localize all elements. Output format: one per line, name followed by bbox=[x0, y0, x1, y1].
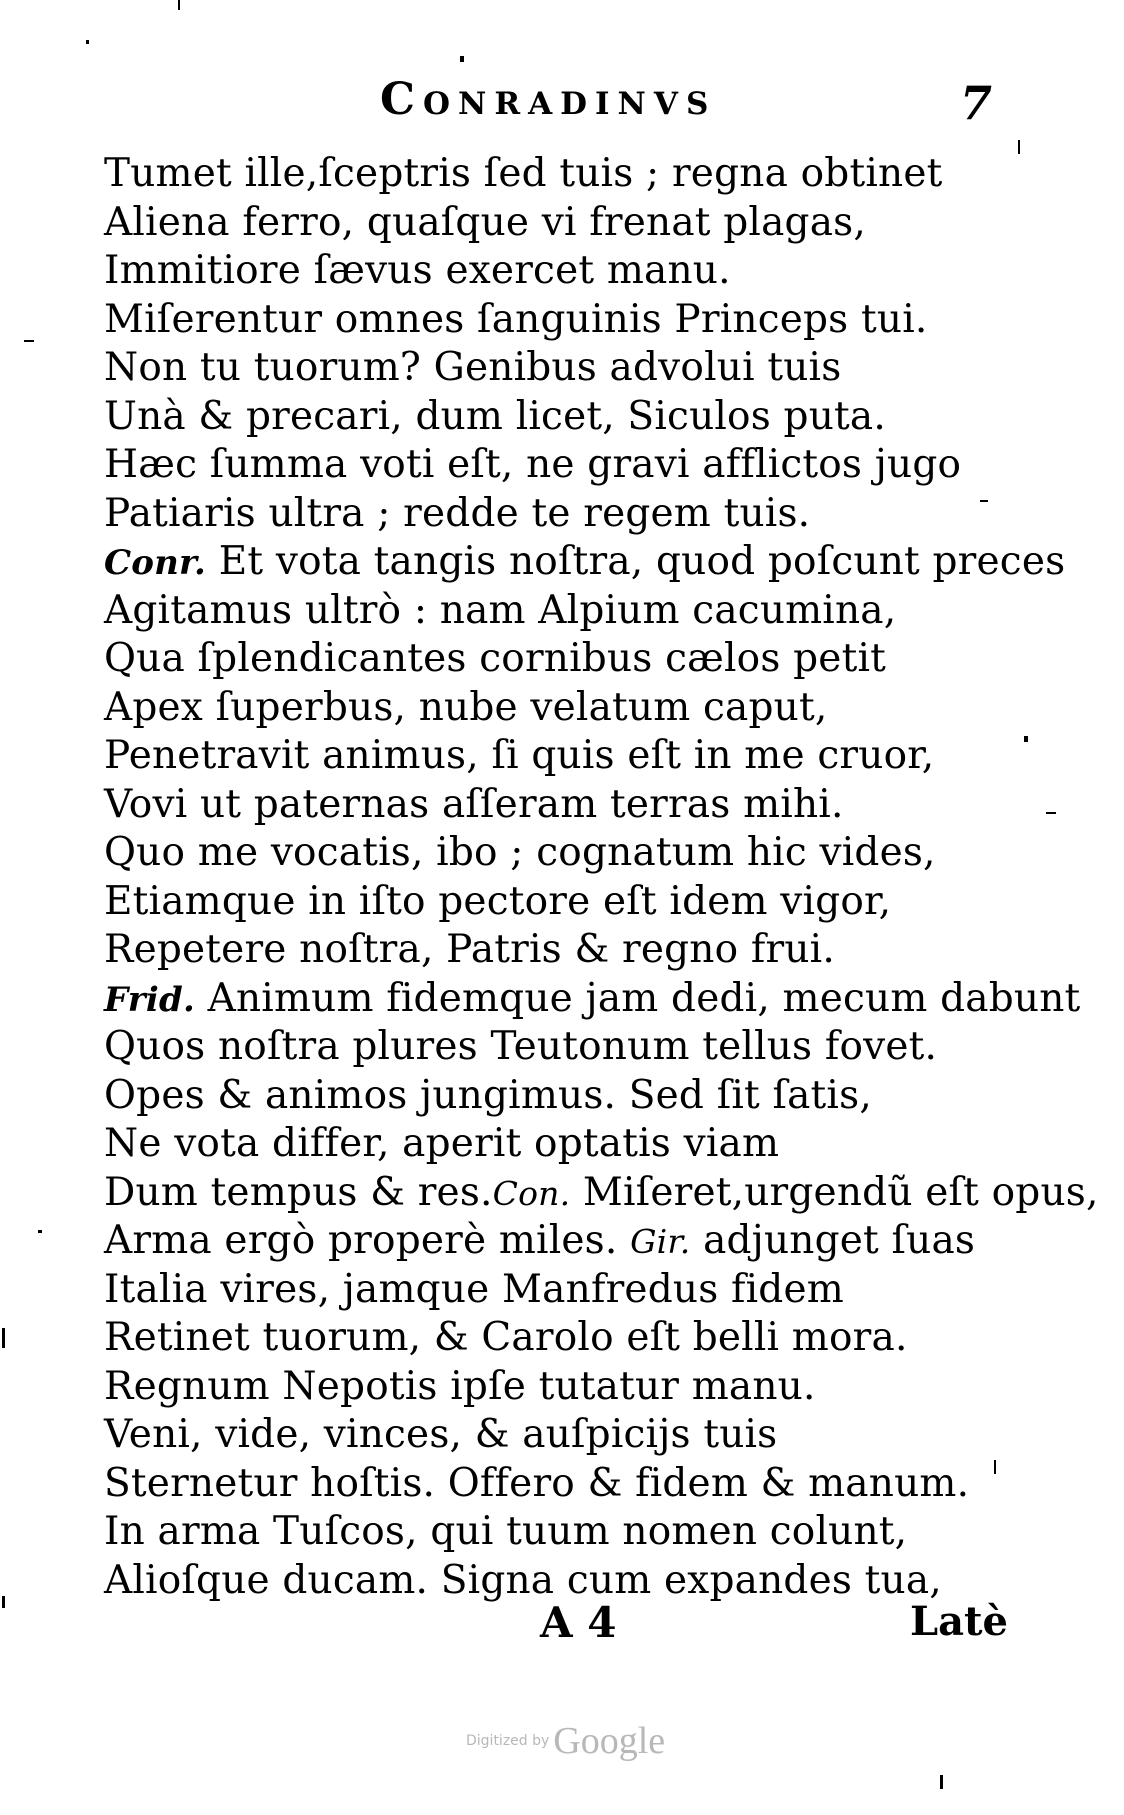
verse-line bbox=[104, 587, 1004, 636]
verse-text: Hæc ſumma voti eſt, ne gravi afflictos jugo bbox=[104, 442, 962, 487]
verse-line bbox=[104, 1508, 1004, 1557]
verse-text: Apex ſuperbus, nube velatum caput, bbox=[104, 684, 828, 730]
verse-text: Non tu tuorum? Genibus advolui tuis bbox=[104, 345, 842, 390]
verse-line bbox=[104, 781, 1004, 830]
verse-line bbox=[104, 1363, 1004, 1412]
verse-text: Quos noſtra plures Teutonum tellus fovet. bbox=[104, 1024, 938, 1069]
verse-line bbox=[104, 635, 1004, 684]
verse-line bbox=[104, 393, 1004, 442]
verse-text: Ne vota differ, aperit optatis viam bbox=[104, 1121, 780, 1166]
verse-text: Alioſque ducam. Signa cum expandes tua, bbox=[104, 1557, 942, 1603]
verse-text: Animum fidemque jam dedi, mecum dabunt bbox=[207, 975, 1081, 1021]
verse-text: Vovi ut paternas aſſeram terras mihi. bbox=[104, 781, 844, 827]
verse-block bbox=[104, 150, 1099, 1605]
verse-line bbox=[104, 1023, 1004, 1072]
scan-speck bbox=[994, 1460, 996, 1474]
verse-line bbox=[104, 1266, 1004, 1315]
scan-speck bbox=[1018, 140, 1020, 154]
verse-text: Unà & precari, dum licet, Siculos puta. bbox=[104, 393, 886, 439]
scan-speck bbox=[38, 1230, 42, 1233]
verse-line bbox=[104, 684, 1004, 733]
verse-line bbox=[104, 1411, 1004, 1460]
verse-text: Agitamus ultrò : nam Alpium cacumina, bbox=[104, 587, 897, 633]
verse-line bbox=[104, 1169, 1099, 1218]
digitization-watermark bbox=[466, 1722, 665, 1760]
scan-speck bbox=[1046, 812, 1056, 814]
scan-speck bbox=[2, 1328, 5, 1348]
verse-text: Miſeret,urgendũ eſt opus, bbox=[582, 1169, 1099, 1215]
brand-logo: Google bbox=[553, 1720, 666, 1762]
scan-speck bbox=[86, 40, 89, 44]
scan-speck bbox=[1024, 736, 1028, 742]
verse-line bbox=[104, 296, 1004, 345]
verse-line bbox=[104, 490, 1004, 539]
scan-speck bbox=[178, 0, 180, 10]
signature-mark: A 4 bbox=[540, 1598, 617, 1647]
verse-text: Et vota tangis noſtra, quod poſcunt preces bbox=[218, 539, 1066, 584]
page-number: 7 bbox=[960, 76, 993, 130]
verse-text: In arma Tuſcos, qui tuum nomen colunt, bbox=[104, 1509, 908, 1554]
speaker-label: Con. bbox=[492, 1173, 571, 1213]
verse-line bbox=[104, 344, 1004, 393]
scan-speck bbox=[2, 1596, 5, 1608]
verse-line bbox=[104, 1072, 1004, 1121]
verse-text: Aliena ferro, quaſque vi frenat plagas, bbox=[104, 199, 866, 245]
scan-speck bbox=[24, 340, 34, 342]
verse-line bbox=[104, 732, 1004, 781]
verse-line bbox=[104, 538, 1066, 587]
verse-text: Tumet ille,ſceptris ſed tuis ; regna obtinet bbox=[104, 151, 943, 196]
scan-speck bbox=[940, 1775, 943, 1789]
verse-text: Regnum Nepotis ipſe tutatur manu. bbox=[104, 1363, 816, 1409]
scan-speck bbox=[460, 56, 464, 62]
verse-text: Qua ſplendicantes cornibus cælos petit bbox=[104, 636, 887, 681]
running-head: Conradinvs bbox=[380, 74, 717, 125]
verse-text: Italia vires, jamque Manfredus fidem bbox=[104, 1266, 844, 1312]
verse-line bbox=[104, 1217, 1004, 1266]
verse-text: Arma ergò properè miles. bbox=[104, 1218, 618, 1263]
speaker-label: Conr. bbox=[104, 543, 207, 583]
verse-text: Quo me vocatis, ibo ; cognatum hic vides, bbox=[104, 830, 936, 875]
verse-line bbox=[104, 1460, 1004, 1509]
digitized-label: Digitized by bbox=[466, 1733, 550, 1749]
verse-text: Retinet tuorum, & Carolo eſt belli mora. bbox=[104, 1315, 908, 1360]
verse-line bbox=[104, 829, 1004, 878]
verse-line bbox=[104, 199, 1004, 248]
verse-text: Penetravit animus, ſi quis eſt in me cruor, bbox=[104, 733, 935, 778]
verse-text: Sternetur hoſtis. Offero & fidem & manum. bbox=[104, 1460, 970, 1506]
verse-line bbox=[104, 926, 1004, 975]
verse-line bbox=[104, 878, 1004, 927]
verse-text: Repetere noſtra, Patris & regno frui. bbox=[104, 927, 835, 972]
verse-text: Miſerentur omnes ſanguinis Princeps tui. bbox=[104, 296, 928, 342]
catchword: Latè bbox=[910, 1598, 1008, 1645]
verse-line bbox=[104, 150, 1004, 199]
verse-line bbox=[104, 1314, 1004, 1363]
scan-speck bbox=[980, 500, 988, 502]
verse-text: Etiamque in iſto pectore eſt idem vigor, bbox=[104, 878, 892, 924]
speaker-label: Frid. bbox=[104, 979, 195, 1020]
speaker-label: Gir. bbox=[630, 1222, 691, 1261]
verse-text: Veni, vide, vinces, & auſpicijs tuis bbox=[104, 1412, 778, 1457]
verse-text: adjunget ſuas bbox=[703, 1218, 976, 1263]
verse-text: Immitiore ſævus exercet manu. bbox=[104, 248, 731, 293]
verse-line bbox=[104, 247, 1004, 296]
verse-text: Patiaris ultra ; redde te regem tuis. bbox=[104, 490, 811, 536]
verse-text: Dum tempus & res. bbox=[104, 1169, 493, 1215]
verse-line bbox=[104, 441, 1004, 490]
verse-line bbox=[104, 975, 1081, 1024]
verse-line bbox=[104, 1120, 1004, 1169]
verse-text: Opes & animos jungimus. Sed ſit ſatis, bbox=[104, 1072, 872, 1118]
